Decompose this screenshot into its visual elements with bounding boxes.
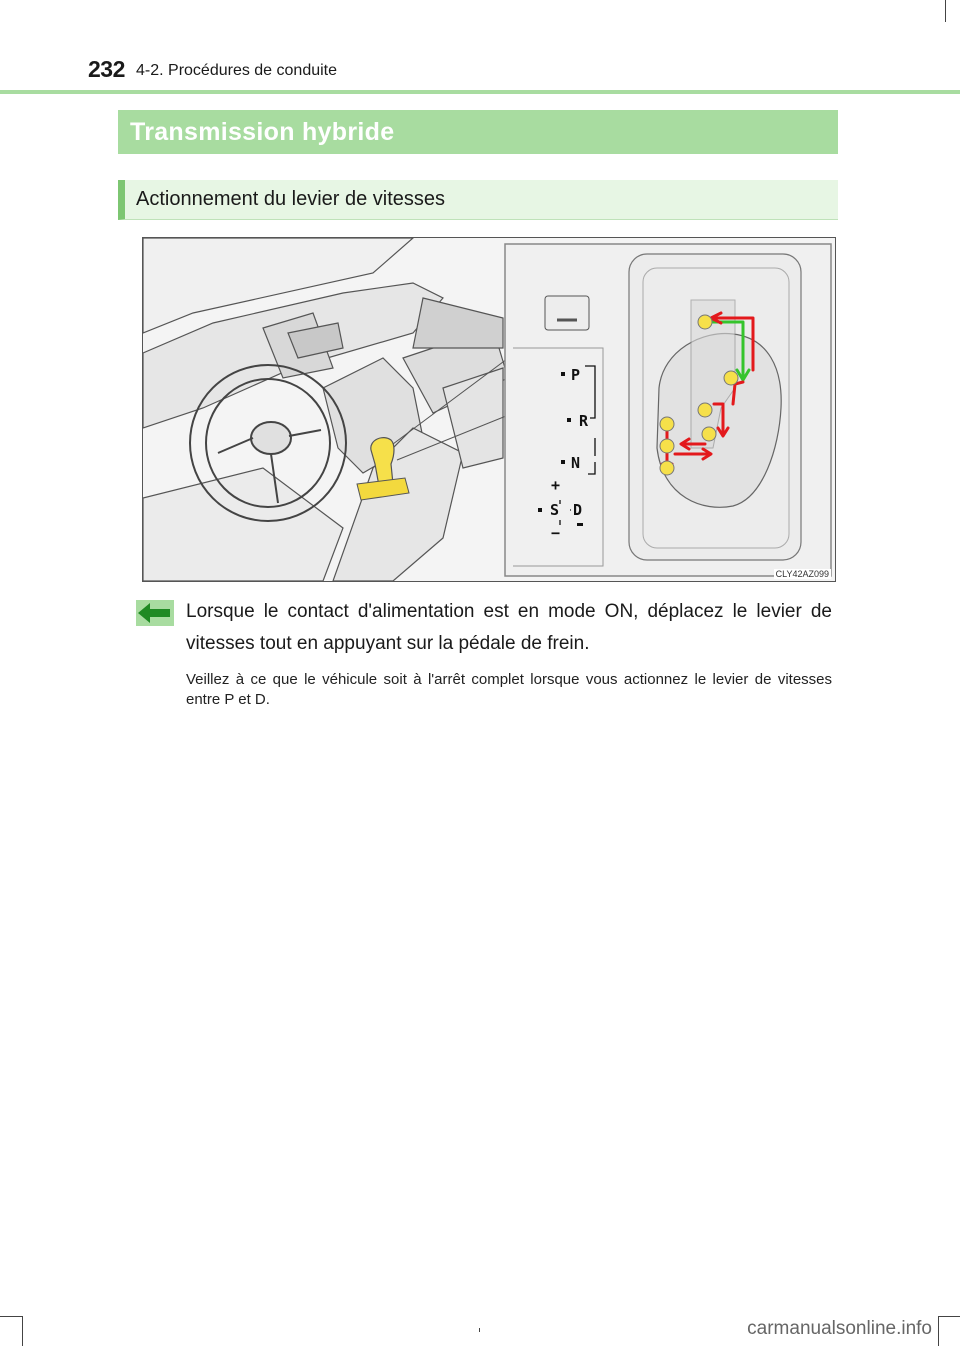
crop-mark bbox=[938, 1316, 939, 1346]
gear-label-minus: − bbox=[551, 524, 561, 542]
footer-logo: carmanualsonline.info bbox=[747, 1318, 932, 1339]
gear-label-plus: + bbox=[551, 476, 561, 494]
section-title: Transmission hybride bbox=[118, 110, 838, 154]
crop-mark bbox=[479, 1328, 480, 1332]
gear-label-s: S bbox=[550, 501, 560, 519]
gear-label-d: D bbox=[573, 501, 583, 519]
note-text: Veillez à ce que le véhicule soit à l'arrêt complet lorsque vous actionnez le levier de vitesses entre P et D. bbox=[186, 671, 832, 708]
section-subtitle: Actionnement du levier de vitesses bbox=[118, 180, 838, 220]
header-rule bbox=[0, 90, 960, 94]
crop-mark bbox=[0, 1316, 22, 1317]
figure-code: CLY42AZ099 bbox=[775, 569, 829, 579]
crop-mark bbox=[938, 1316, 960, 1317]
shift-lever-illustration bbox=[142, 237, 836, 582]
gear-label-r: R bbox=[579, 412, 589, 430]
page-number: 232 bbox=[88, 56, 125, 82]
gear-label-n: N bbox=[571, 454, 581, 472]
gate-slot-drawing bbox=[545, 296, 589, 330]
instruction-text: Lorsque le contact d'alimentation est en mode ON, déplacez le levier de vitesses tout en appuyant sur la pédale de frein. bbox=[186, 601, 832, 654]
breadcrumb: 4-2. Procédures de conduite bbox=[136, 62, 338, 79]
gear-label-p: P bbox=[571, 366, 581, 384]
crop-mark bbox=[945, 0, 946, 22]
left-arrow-icon bbox=[136, 600, 174, 626]
crop-mark bbox=[22, 1316, 23, 1346]
